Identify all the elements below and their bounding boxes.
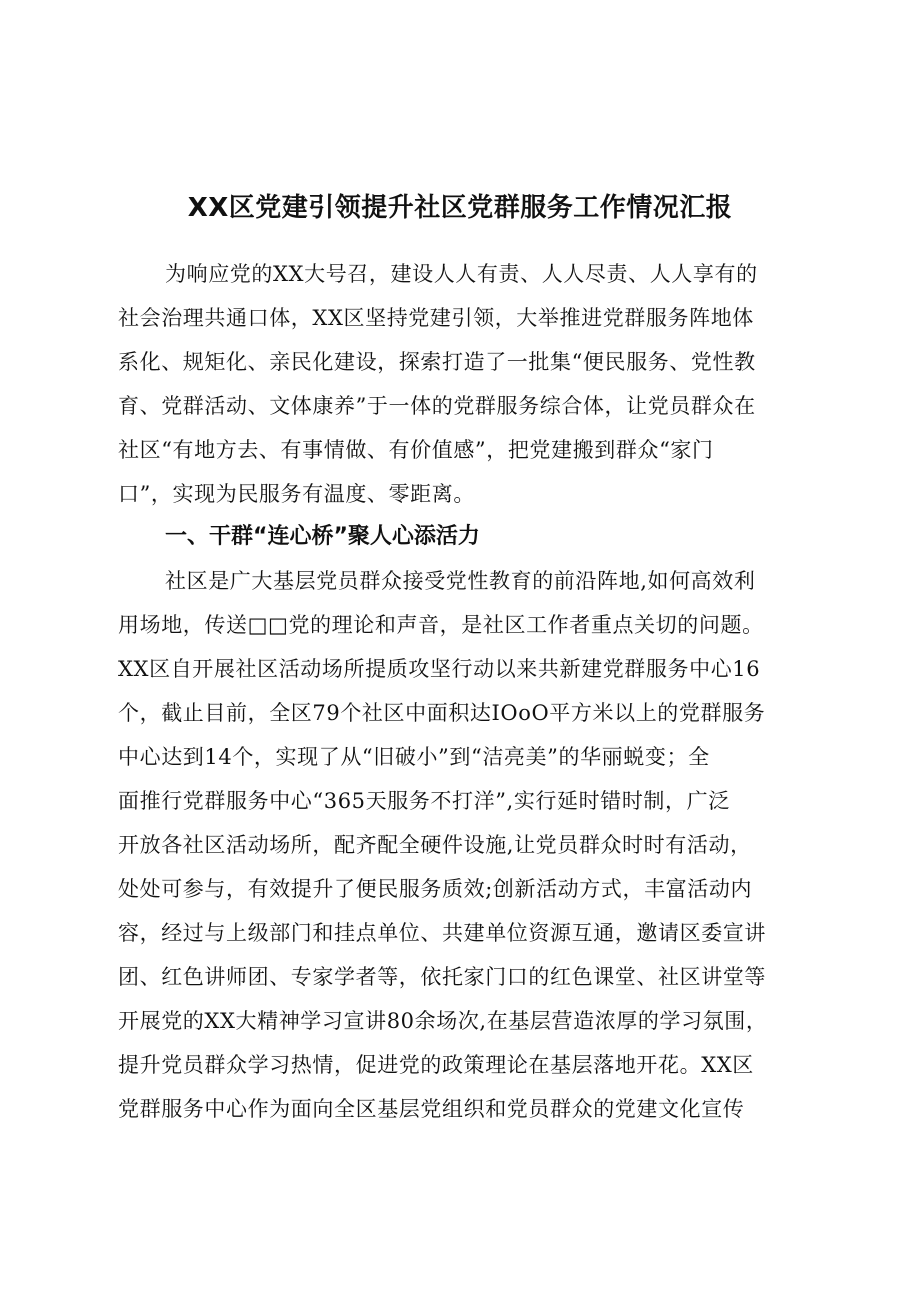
paragraph-line: 社区“有地方去、有事情做、有价值感”，把党建搬到群众“家门	[118, 438, 714, 462]
document-title: XX区党建引领提升社区党群服务工作情况汇报	[187, 193, 733, 223]
paragraph-line: 容，经过与上级部门和挂点单位、共建单位资源互通，邀请区委宣讲	[118, 921, 766, 945]
paragraph-line: 用场地，传送□□党的理论和声音，是社区工作者重点关切的问题。	[118, 613, 764, 637]
paragraph-line: 党群服务中心作为面向全区基层党组织和党员群众的党建文化宣传	[118, 1097, 745, 1121]
paragraph-line: 中心达到14个，实现了从“旧破小”到“洁亮美”的华丽蜕变；全	[118, 745, 710, 769]
paragraph-line: 社区是广大基层党员群众接受党性教育的前沿阵地,如何高效利	[165, 569, 756, 593]
paragraph-line: 为响应党的XX大号召，建设人人有责、人人尽责、人人享有的	[165, 262, 758, 286]
paragraph-line: 系化、规矩化、亲民化建设，探索打造了一批集“便民服务、党性教	[118, 350, 756, 374]
paragraph-line: 开展党的XX大精神学习宣讲80余场次,在基层营造浓厚的学习氛围，	[118, 1009, 768, 1033]
paragraph-line: 处处可参与，有效提升了便民服务质效;创新活动方式，丰富活动内	[118, 877, 753, 901]
paragraph-line: 开放各社区活动场所，配齐配全硬件设施,让党员群众时时有活动，	[118, 833, 752, 857]
paragraph-line: 面推行党群服务中心“365天服务不打洋”,实行延时错时制，广泛	[118, 789, 730, 813]
section-heading: 一、干群“连心桥”聚人心添活力	[165, 524, 480, 549]
paragraph-line: 社会治理共通口体，XX区坚持党建引领，大举推进党群服务阵地体	[118, 306, 754, 330]
paragraph-line: 口”，实现为民服务有温度、零距离。	[118, 482, 475, 506]
paragraph-line: 育、党群活动、文体康养”于一体的党群服务综合体，让党员群众在	[118, 394, 756, 418]
paragraph-line: 提升党员群众学习热情，促进党的政策理论在基层落地开花。XX区	[118, 1053, 754, 1077]
paragraph-line: 团、红色讲师团、专家学者等，依托家门口的红色课堂、社区讲堂等	[118, 965, 766, 989]
paragraph-line: XX区自开展社区活动场所提质攻坚行动以来共新建党群服务中心16	[118, 657, 761, 681]
paragraph-line: 个，截止目前，全区79个社区中面积达IOoO平方米以上的党群服务	[118, 701, 766, 725]
